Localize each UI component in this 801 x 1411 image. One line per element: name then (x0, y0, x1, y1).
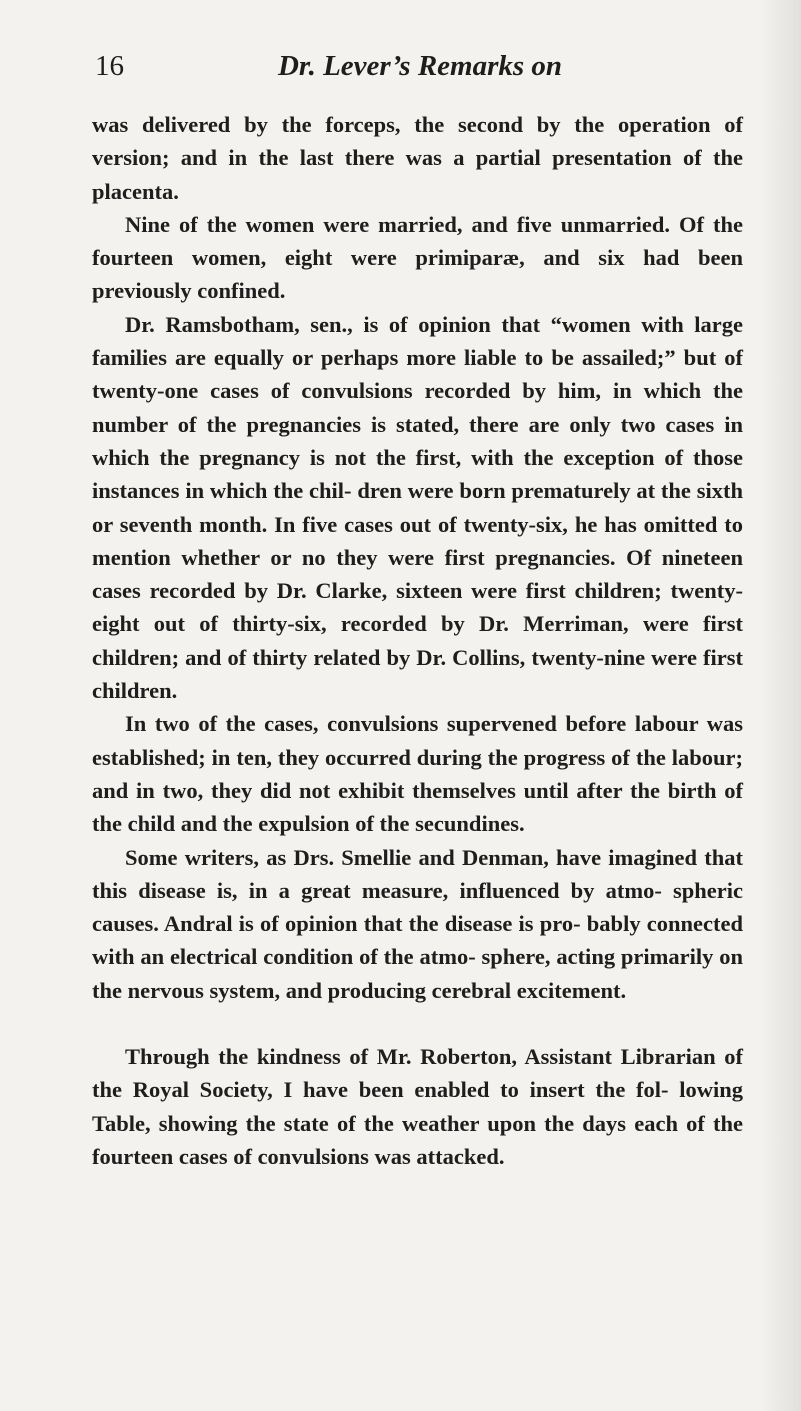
paragraph-marital-status: Nine of the women were married, and five unmarried. Of the fourteen women, eight were primiparæ, and six had been previously confined. (92, 211, 743, 304)
paragraph-atmospheric-causes: Some writers, as Drs. Smellie and Denman, have imagined that this disease is, in a great measure, influenced by atmo- spheric causes. Andral is of opinion that the disease is pro- bably connected with an electrical condition of the atmo- sphere, acting primarily on the nervous system, and producing cerebral excitement. (92, 844, 743, 1003)
paragraph-continuation: was delivered by the forceps, the second by the operation of version; and in the last there was a partial presentation of the placenta. (92, 112, 743, 204)
page-header (95, 46, 745, 86)
page-number: 16 (95, 50, 124, 82)
running-title: Dr. Lever’s Remarks on (277, 50, 563, 82)
page-edge-shadow (761, 0, 801, 1411)
paragraph-onset-timing: In two of the cases, convulsions supervened before labour was established; in ten, they occurred during the progress of the labour; and in two, they did not exhibit themselves until after the birth of the child and the expulsion of the secundines. (92, 711, 743, 837)
body-text (92, 108, 743, 1173)
paragraph-weather-table-intro: Through the kindness of Mr. Roberton, Assistant Librarian of the Royal Society, I have been enabled to insert the fol- lowing Table, showing the state of the weather upon the days each of the fourteen cases of convulsions was attacked. (92, 1044, 743, 1169)
paragraph-ramsbotham-opinion: Dr. Ramsbotham, sen., is of opinion that “women with large families are equally or perhaps more liable to be assailed;” but of twenty-one cases of convulsions recorded by him, in which the number of the pregnancies is stated, there are only two cases in which the pregnancy is not the first, with the exception of those instances in which the chil- dren were born prematurely at the sixth or seventh month. In five cases out of twenty-six, he has omitted to mention whether or no they were first pregnancies. Of nineteen cases recorded by Dr. Clarke, sixteen were first children; twenty- eight out of thirty-six, recorded by Dr. Merriman, were first children; and of thirty related by Dr. Collins, twenty-nine were first children. (92, 311, 743, 704)
